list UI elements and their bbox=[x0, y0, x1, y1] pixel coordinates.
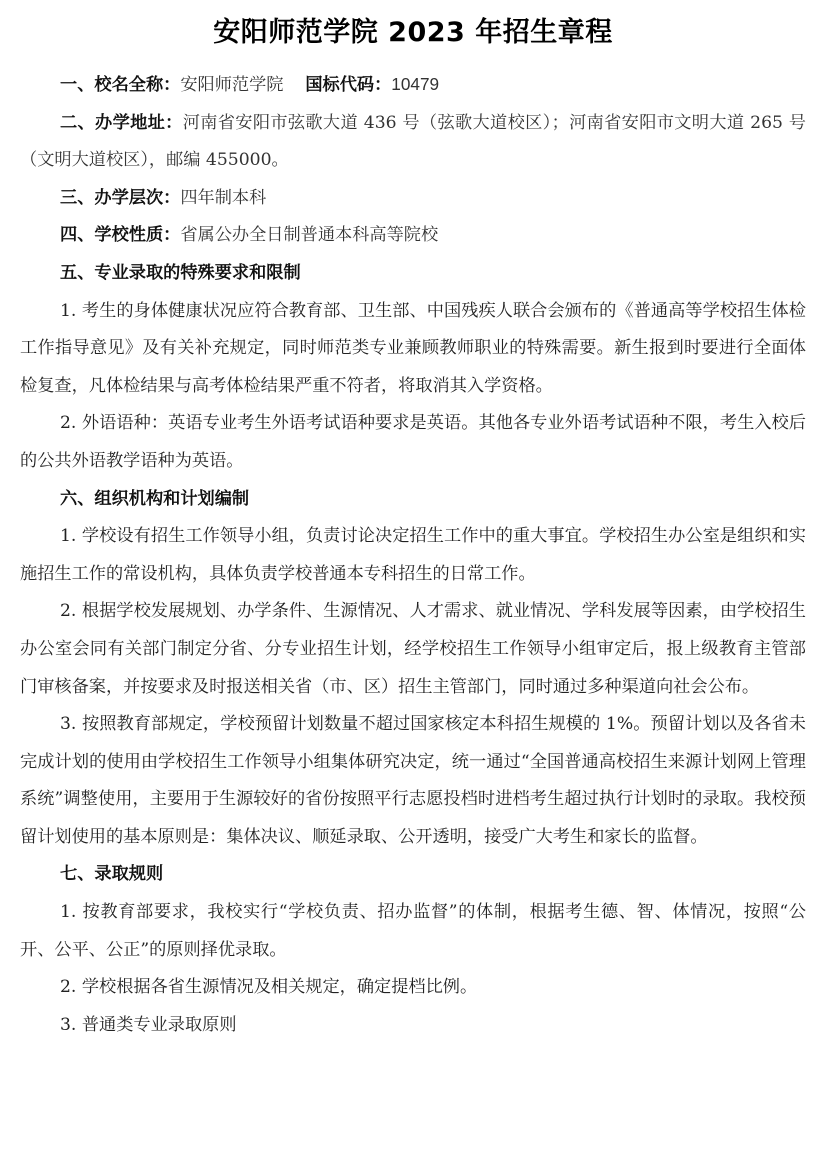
info-nature bbox=[20, 217, 806, 255]
info-value: 省属公办全日制普通本科高等院校 bbox=[180, 225, 439, 246]
paragraph: 1. 学校设有招生工作领导小组，负责讨论决定招生工作中的重大事宜。学校招生办公室是组织和实施招生工作的常设机构，具体负责学校普通本专科招生的日常工作。 bbox=[20, 526, 806, 584]
paragraph: 2. 根据学校发展规划、办学条件、生源情况、人才需求、就业情况、学科发展等因素，由学校招生办公室会同有关部门制定分省、分专业招生计划，经学校招生工作领导小组审定后，报上级教育主管部门审核备案，并按要求及时报送相关省（市、区）招生主管部门，同时通过多种渠道向社会公布。 bbox=[20, 601, 806, 697]
info-label: 一、校名全称： bbox=[60, 75, 181, 95]
info-extra-label: 国标代码： bbox=[305, 75, 392, 95]
info-value: 四年制本科 bbox=[180, 187, 267, 208]
info-label: 四、学校性质： bbox=[60, 225, 181, 246]
section-heading: 五、专业录取的特殊要求和限制 bbox=[60, 262, 301, 283]
info-extra-value: 10479 bbox=[391, 74, 440, 94]
info-value: 安阳师范学院 bbox=[180, 75, 284, 95]
paragraph: 2. 学校根据各省生源情况及相关规定，确定提档比例。 bbox=[60, 977, 478, 998]
info-label: 三、办学层次： bbox=[60, 187, 181, 208]
document-title: 安阳师范学院 2023 年招生章程 bbox=[213, 17, 613, 48]
section-heading: 六、组织机构和计划编制 bbox=[60, 488, 250, 509]
info-level bbox=[20, 180, 806, 218]
paragraph: 2. 外语语种：英语专业考生外语考试语种要求是英语。其他各专业外语考试语种不限，考生入校后的公共外语教学语种为英语。 bbox=[20, 413, 806, 471]
info-school-name bbox=[20, 66, 806, 105]
paragraph: 1. 按教育部要求，我校实行“学校负责、招办监督”的体制，根据考生德、智、体情况，按照“公开、公平、公正”的原则择优录取。 bbox=[20, 902, 806, 960]
info-value: 河南省安阳市弦歌大道 436 号（弦歌大道校区）；河南省安阳市文明大道 265 号（文明大道校区），邮编 455000。 bbox=[20, 112, 806, 171]
paragraph: 1. 考生的身体健康状况应符合教育部、卫生部、中国残疾人联合会颁布的《普通高等学校招生体检工作指导意见》及有关补充规定，同时师范类专业兼顾教师职业的特殊需要。新生报到时要进行全面体检复查，凡体检结果与高考体检结果严重不符者，将取消其入学资格。 bbox=[20, 300, 806, 396]
info-address bbox=[20, 105, 806, 180]
paragraph: 3. 按照教育部规定，学校预留计划数量不超过国家核定本科招生规模的 1%。预留计划以及各省未完成计划的使用由学校招生工作领导小组集体研究决定，统一通过“全国普通高校招生来源计划网上管理系统”调整使用，主要用于生源较好的省份按照平行志愿投档时进档考生超过执行计划时的录取。我校预留计划使用的基本原则是：集体决议、顺延录取、公开透明，接受广大考生和家长的监督。 bbox=[20, 714, 806, 847]
info-label: 二、办学地址： bbox=[60, 112, 183, 133]
document-page bbox=[20, 0, 806, 1044]
paragraph: 3. 普通类专业录取原则 bbox=[60, 1014, 237, 1035]
section-heading: 七、录取规则 bbox=[60, 864, 164, 885]
